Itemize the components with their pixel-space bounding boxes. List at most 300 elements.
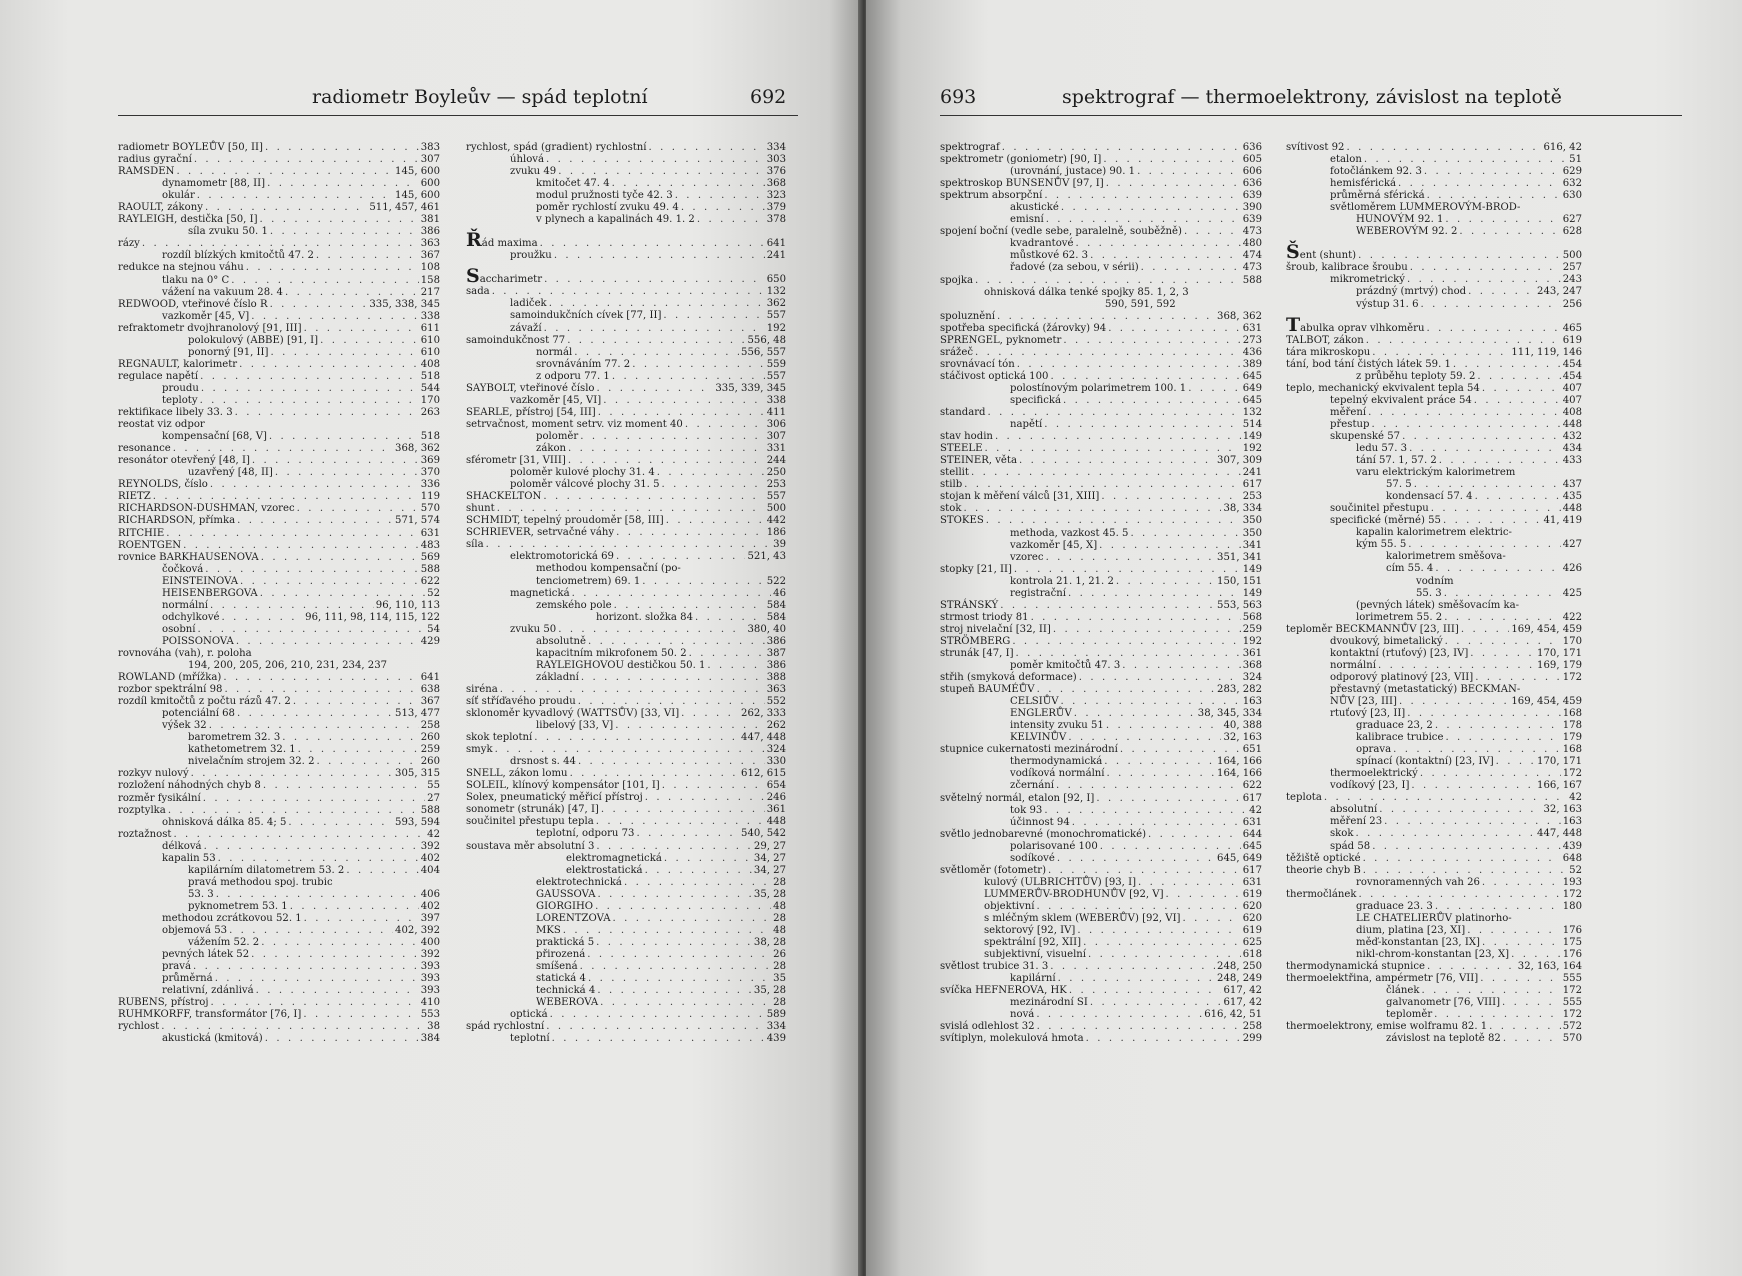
index-page-refs: 176 bbox=[1562, 924, 1582, 936]
leader-dots bbox=[304, 913, 419, 925]
leader-dots bbox=[1461, 624, 1510, 636]
index-entry bbox=[940, 793, 1262, 805]
index-entry bbox=[940, 564, 1262, 576]
leader-dots bbox=[685, 419, 765, 431]
index-page-refs: 248, 249 bbox=[1217, 973, 1262, 985]
index-entry bbox=[1286, 359, 1582, 371]
leader-dots bbox=[173, 829, 425, 841]
index-term: čočková bbox=[162, 563, 204, 575]
index-entry bbox=[466, 419, 786, 431]
index-entry bbox=[1286, 696, 1582, 708]
index-entry bbox=[466, 792, 786, 804]
index-entry bbox=[940, 479, 1262, 491]
index-entry bbox=[118, 937, 440, 949]
index-term: SOLEIL, klínový kompensátor [101, I] bbox=[466, 780, 660, 792]
leader-dots bbox=[1103, 154, 1240, 166]
index-entry bbox=[1286, 708, 1582, 720]
index-page-refs: 600 bbox=[420, 178, 440, 190]
index-page-refs: 29, 27 bbox=[753, 840, 786, 852]
leader-dots bbox=[681, 202, 765, 214]
index-term: REDWOOD, vteřinové číslo R bbox=[118, 298, 268, 310]
left-index-column-2 bbox=[466, 142, 786, 1045]
leader-dots bbox=[1407, 708, 1560, 720]
index-page-refs: 335, 338, 345 bbox=[369, 298, 440, 310]
index-term: stellit bbox=[940, 467, 969, 479]
left-running-head: radiometr Boyleův — spád teplotní bbox=[312, 86, 648, 108]
leader-dots bbox=[1477, 371, 1560, 383]
leader-dots bbox=[570, 768, 739, 780]
index-entry bbox=[118, 588, 440, 600]
index-term: svítiplyn, molekulová hmota bbox=[940, 1033, 1084, 1045]
index-entry bbox=[466, 853, 786, 865]
index-term: stupnice cukernatosti mezinárodní bbox=[940, 744, 1118, 756]
leader-dots bbox=[265, 142, 419, 154]
index-entry bbox=[118, 853, 440, 865]
index-entry bbox=[1286, 467, 1582, 479]
index-term: poloměr válcové plochy 31. 5 bbox=[510, 479, 660, 491]
index-term: světelný normál, etalon [92, I] bbox=[940, 792, 1095, 804]
index-page-refs: 589 bbox=[766, 1009, 786, 1021]
leader-dots bbox=[218, 853, 419, 865]
index-entry bbox=[940, 829, 1262, 841]
index-entry bbox=[940, 552, 1262, 564]
index-page-refs: 411 bbox=[766, 406, 786, 418]
index-entry bbox=[1286, 1033, 1582, 1045]
index-term: ohnisková dálka tenké spojky 85. 1, 2, 3 bbox=[984, 286, 1189, 298]
leader-dots bbox=[1489, 1021, 1561, 1033]
index-entry bbox=[940, 515, 1262, 527]
leader-dots bbox=[563, 925, 771, 937]
index-page-refs: 307, 309 bbox=[1217, 455, 1262, 467]
index-page-refs: 383 bbox=[420, 142, 440, 153]
index-term: osobní bbox=[162, 623, 196, 635]
index-page-refs: 217 bbox=[420, 286, 440, 298]
index-page-refs: 369 bbox=[420, 455, 440, 467]
leader-dots bbox=[695, 612, 765, 624]
index-page-refs: 627 bbox=[1562, 214, 1582, 226]
index-entry bbox=[466, 359, 786, 371]
right-running-head: spektrograf — thermoelektrony, závislost na teplotě bbox=[1062, 86, 1562, 108]
index-term: zvuku 50 bbox=[510, 623, 557, 635]
index-term: RICHARDSON-DUSHMAN, vzorec bbox=[118, 503, 295, 515]
index-term: výstup 31. 6 bbox=[1356, 298, 1419, 310]
index-page-refs: 400 bbox=[420, 937, 440, 949]
index-entry bbox=[466, 961, 786, 973]
index-page-refs: 132 bbox=[1242, 407, 1262, 419]
index-term: spojení boční (vedle sebe, paralelně, souběžně) bbox=[940, 226, 1182, 238]
leader-dots bbox=[624, 877, 771, 889]
index-term: HEISENBERGOVA bbox=[162, 587, 258, 599]
index-term: řadové (za sebou, v sérii) bbox=[1010, 262, 1139, 274]
index-entry bbox=[1286, 166, 1582, 178]
index-entry bbox=[118, 865, 440, 877]
index-term: teploměr BECKMANNŮV [23, III] bbox=[1286, 623, 1459, 635]
leader-dots bbox=[1378, 660, 1535, 672]
index-entry bbox=[940, 347, 1262, 359]
leader-dots bbox=[986, 515, 1241, 527]
index-term: světloměr (fotometr) bbox=[940, 864, 1047, 876]
index-term: strunák [47, I] bbox=[940, 647, 1014, 659]
index-entry bbox=[466, 491, 786, 503]
index-entry bbox=[466, 1021, 786, 1033]
index-page-refs: 34, 27 bbox=[753, 864, 786, 876]
index-page-refs: 473 bbox=[1242, 262, 1262, 274]
index-term: galvanometr [76, VIII] bbox=[1386, 997, 1501, 1009]
index-entry bbox=[940, 1009, 1262, 1021]
index-page-refs: 648 bbox=[1562, 852, 1582, 864]
index-term: stok bbox=[940, 503, 962, 515]
index-entry bbox=[118, 841, 440, 853]
index-term: stupeň BAUMÉŮV bbox=[940, 684, 1035, 696]
index-term: síť stříďavého proudu bbox=[466, 695, 576, 707]
index-term: elektromagnetická bbox=[566, 852, 662, 864]
index-entry bbox=[466, 780, 786, 792]
index-page-refs: 619 bbox=[1562, 334, 1582, 346]
index-term: poměr kmitočtů 47. 3 bbox=[1010, 660, 1121, 672]
index-page-refs: 363 bbox=[420, 238, 440, 250]
index-term: vazkoměr [45, X] bbox=[1010, 539, 1098, 551]
index-term: vazkoměr [45, V] bbox=[162, 310, 250, 322]
index-entry bbox=[466, 636, 786, 648]
index-page-refs: 617, 42 bbox=[1223, 997, 1262, 1009]
leader-dots bbox=[975, 347, 1241, 359]
index-entry bbox=[940, 311, 1262, 323]
right-index-column-2 bbox=[1286, 142, 1582, 1045]
index-term: kapilární bbox=[1010, 973, 1056, 985]
leader-dots bbox=[1372, 347, 1509, 359]
index-term: sonometr (strunák) [47, I] bbox=[466, 804, 599, 816]
index-term: (urovnání, justace) 90. 1 bbox=[1010, 166, 1136, 178]
leader-dots bbox=[588, 636, 765, 648]
leader-dots bbox=[203, 793, 425, 805]
leader-dots bbox=[596, 937, 752, 949]
index-term: RUHMKORFF, transformátor [76, I] bbox=[118, 1009, 302, 1021]
index-entry bbox=[118, 503, 440, 515]
index-term: STEINER, věta bbox=[940, 455, 1017, 467]
leader-dots bbox=[1116, 576, 1215, 588]
index-term: stroj nivelační [32, II] bbox=[940, 623, 1051, 635]
index-term: RITCHIE bbox=[118, 527, 165, 539]
index-entry bbox=[118, 491, 440, 503]
leader-dots bbox=[1426, 323, 1560, 335]
index-entry bbox=[940, 841, 1262, 853]
leader-dots bbox=[1410, 262, 1561, 274]
index-page-refs: 638 bbox=[420, 684, 440, 696]
index-entry bbox=[466, 660, 786, 672]
index-entry bbox=[466, 310, 786, 322]
index-term: reostat viz odpor bbox=[118, 419, 205, 431]
leader-dots bbox=[200, 395, 419, 407]
leader-dots bbox=[1044, 190, 1240, 202]
leader-dots bbox=[200, 371, 419, 383]
index-entry bbox=[118, 335, 440, 347]
leader-dots bbox=[1100, 841, 1241, 853]
index-entry bbox=[118, 612, 440, 624]
leader-dots bbox=[1470, 648, 1535, 660]
index-page-refs: 250 bbox=[766, 467, 786, 479]
index-page-refs: 258 bbox=[420, 720, 440, 732]
index-entry bbox=[940, 853, 1262, 865]
index-term: elektrostatická bbox=[566, 864, 643, 876]
index-entry bbox=[118, 672, 440, 684]
leader-dots bbox=[303, 1009, 418, 1021]
index-entry bbox=[940, 961, 1262, 973]
index-entry bbox=[466, 166, 786, 178]
index-term: RICHARDSON, přímka bbox=[118, 515, 236, 527]
index-page-refs: 259 bbox=[420, 744, 440, 756]
index-page-refs: 544 bbox=[420, 382, 440, 394]
index-entry bbox=[118, 780, 440, 792]
leader-dots bbox=[320, 335, 419, 347]
leader-dots bbox=[1044, 805, 1247, 817]
index-term: vodíkový [23, I] bbox=[1330, 780, 1410, 792]
leader-dots bbox=[1420, 768, 1561, 780]
index-entry bbox=[466, 612, 786, 624]
index-page-refs: 150, 151 bbox=[1217, 575, 1262, 587]
index-page-refs: 631 bbox=[1242, 876, 1262, 888]
index-term: nivelačním strojem 32. 2 bbox=[188, 756, 315, 768]
index-entry bbox=[118, 311, 440, 323]
index-entry bbox=[1286, 395, 1582, 407]
index-page-refs: 170 bbox=[1562, 635, 1582, 647]
leader-dots bbox=[282, 732, 418, 744]
index-entry bbox=[1286, 576, 1582, 588]
leader-dots bbox=[1424, 166, 1561, 178]
leader-dots bbox=[689, 648, 765, 660]
leader-dots bbox=[265, 1033, 419, 1045]
index-entry bbox=[940, 503, 1262, 515]
index-entry bbox=[1286, 431, 1582, 443]
leader-dots bbox=[260, 588, 425, 600]
index-entry bbox=[1286, 828, 1582, 840]
leader-dots bbox=[1101, 491, 1240, 503]
index-entry bbox=[466, 479, 786, 491]
index-term: oprava bbox=[1356, 744, 1392, 756]
index-entry bbox=[940, 250, 1262, 262]
index-entry bbox=[1286, 961, 1582, 973]
index-entry bbox=[940, 226, 1262, 238]
leader-dots bbox=[237, 708, 393, 720]
index-entry bbox=[1286, 142, 1582, 154]
index-page-refs: 52 bbox=[427, 587, 440, 599]
index-page-refs: 363 bbox=[766, 683, 786, 695]
index-page-refs: 645 bbox=[1242, 370, 1262, 382]
index-page-refs: 617, 42 bbox=[1223, 985, 1262, 997]
index-entry bbox=[466, 889, 786, 901]
index-term: šroub, kalibrace šroubu bbox=[1286, 262, 1408, 274]
index-entry bbox=[466, 588, 786, 600]
index-entry bbox=[1286, 624, 1582, 636]
index-entry bbox=[466, 648, 786, 660]
index-entry bbox=[118, 419, 440, 431]
index-term: POISSONOVA bbox=[162, 635, 234, 647]
index-term: methoda, vazkost 45. 5 bbox=[1010, 527, 1129, 539]
index-page-refs: 553 bbox=[420, 1009, 440, 1021]
leader-dots bbox=[597, 985, 752, 997]
index-page-refs: 169, 454, 459 bbox=[1511, 695, 1582, 707]
index-page-refs: 132 bbox=[766, 286, 786, 298]
index-page-refs: 393 bbox=[420, 985, 440, 997]
index-term: zemského pole bbox=[536, 599, 612, 611]
index-page-refs: 447, 448 bbox=[741, 732, 786, 744]
index-page-refs: 557 bbox=[766, 310, 786, 322]
index-page-refs: 500 bbox=[766, 503, 786, 515]
index-page-refs: 256 bbox=[1562, 298, 1582, 310]
index-page-refs: 253 bbox=[1242, 491, 1262, 503]
index-entry bbox=[940, 588, 1262, 600]
leader-dots bbox=[495, 744, 765, 756]
index-entry bbox=[1286, 804, 1582, 816]
leader-dots bbox=[224, 684, 418, 696]
index-page-refs: 465 bbox=[1562, 322, 1582, 334]
index-entry bbox=[118, 166, 440, 178]
index-entry bbox=[466, 563, 786, 575]
index-term: soustava měr absolutní 3 bbox=[466, 840, 595, 852]
index-term: kapalin kalorimetrem elektric- bbox=[1356, 527, 1512, 539]
index-term: délková bbox=[162, 840, 202, 852]
index-term: RAYLEIGHOVOU destičkou 50. 1 bbox=[536, 659, 706, 671]
index-term: 53. 3 bbox=[188, 888, 214, 900]
index-page-refs: 386 bbox=[766, 659, 786, 671]
leader-dots bbox=[1398, 178, 1561, 190]
index-term: Šent (shunt) bbox=[1286, 241, 1357, 264]
index-term: drsnost s. 44 bbox=[510, 756, 576, 768]
leader-dots bbox=[1120, 744, 1241, 756]
index-page-refs: 241 bbox=[1242, 467, 1262, 479]
leader-dots bbox=[210, 600, 374, 612]
index-term: tenciometrem) 69. 1 bbox=[536, 575, 641, 587]
index-term: rovnováha (vah), r. poloha bbox=[118, 647, 252, 659]
index-page-refs: 571, 574 bbox=[395, 515, 440, 527]
leader-dots bbox=[1384, 816, 1561, 828]
index-page-refs: 193 bbox=[1562, 876, 1582, 888]
index-page-refs: 474 bbox=[1242, 250, 1262, 262]
index-page-refs: 368 bbox=[766, 178, 786, 190]
index-entry bbox=[1286, 768, 1582, 780]
index-page-refs: 518 bbox=[420, 431, 440, 443]
leader-dots bbox=[1083, 937, 1241, 949]
index-entry bbox=[118, 961, 440, 973]
index-term: rozložení náhodných chyb 8 bbox=[118, 780, 261, 792]
index-term: sklonoměr kyvadlový (WATTSŮV) [33, VI] bbox=[466, 708, 680, 720]
index-page-refs: 241 bbox=[766, 250, 786, 262]
index-page-refs: 628 bbox=[1562, 226, 1582, 238]
index-entry bbox=[466, 503, 786, 515]
index-entry bbox=[118, 624, 440, 636]
index-term: stopky [21, II] bbox=[940, 563, 1012, 575]
index-page-refs: 28 bbox=[773, 912, 786, 924]
index-page-refs: 619 bbox=[1242, 925, 1262, 937]
index-entry bbox=[1286, 684, 1582, 696]
index-page-refs: 170, 171 bbox=[1537, 647, 1582, 659]
index-term: specifická bbox=[1010, 394, 1062, 406]
index-entry bbox=[1286, 1021, 1582, 1033]
index-entry bbox=[940, 997, 1262, 1009]
index-entry bbox=[118, 515, 440, 527]
leader-dots bbox=[964, 479, 1241, 491]
index-term: kompensační [68, V] bbox=[162, 431, 267, 443]
index-page-refs: 178 bbox=[1562, 720, 1582, 732]
leader-dots bbox=[1075, 238, 1240, 250]
index-term: Tabulka oprav vlhkoměru bbox=[1286, 313, 1425, 336]
index-term: thermodynamická stupnice bbox=[1286, 961, 1426, 972]
index-term: svislá odlehlost 32 bbox=[940, 1021, 1035, 1033]
index-term: CELSIŮV bbox=[1010, 696, 1059, 708]
leader-dots bbox=[1122, 660, 1240, 672]
index-entry bbox=[1286, 841, 1582, 853]
index-entry bbox=[466, 600, 786, 612]
index-page-refs: 51 bbox=[1569, 154, 1582, 166]
index-page-refs: 32, 163, 164 bbox=[1517, 961, 1582, 972]
index-page-refs: 367 bbox=[420, 250, 440, 262]
index-page-refs: 338 bbox=[420, 310, 440, 322]
index-term: normální bbox=[162, 599, 208, 611]
index-term: radiometr BOYLEŮV [50, II] bbox=[118, 142, 263, 153]
index-term: spád 58 bbox=[1330, 840, 1371, 852]
leader-dots bbox=[237, 515, 393, 527]
index-page-refs: 612, 615 bbox=[741, 768, 786, 780]
index-term: článek bbox=[1386, 985, 1420, 997]
leader-dots bbox=[546, 1021, 764, 1033]
index-term: SCHRIEVER, setrvačné váhy bbox=[466, 527, 615, 539]
index-term: WEBEROVA bbox=[536, 997, 599, 1009]
index-term: thermodynamická bbox=[1010, 756, 1103, 768]
leader-dots bbox=[1012, 636, 1240, 648]
index-page-refs: 388 bbox=[766, 671, 786, 683]
leader-dots bbox=[285, 287, 419, 299]
index-entry bbox=[1286, 383, 1582, 395]
leader-dots bbox=[1088, 949, 1241, 961]
index-term: SNELL, zákon lomu bbox=[466, 768, 568, 780]
index-term: ROWLAND (mřížka) bbox=[118, 672, 222, 684]
index-term: resonátor otevřený [48, I] bbox=[118, 455, 250, 467]
index-page-refs: 617 bbox=[1242, 792, 1262, 804]
index-page-refs: 386 bbox=[420, 226, 440, 238]
index-term: specifické (měrné) 55 bbox=[1330, 515, 1441, 527]
leader-dots bbox=[1409, 443, 1561, 455]
leader-dots bbox=[222, 612, 304, 624]
index-term: srážeč bbox=[940, 346, 973, 358]
leader-dots bbox=[1359, 889, 1561, 901]
index-term: normál bbox=[536, 346, 573, 358]
index-entry bbox=[940, 865, 1262, 877]
index-term: skok bbox=[1330, 828, 1354, 840]
index-entry bbox=[118, 479, 440, 491]
index-page-refs: 362 bbox=[766, 298, 786, 310]
index-term: REGNAULT, kalorimetr bbox=[118, 358, 238, 370]
index-term: vážení na vakuum 28. 4 bbox=[162, 286, 283, 298]
leader-dots bbox=[1468, 286, 1535, 298]
index-entry bbox=[1286, 600, 1582, 612]
index-entry bbox=[466, 214, 786, 226]
index-term: kalibrace trubice bbox=[1356, 732, 1444, 744]
index-entry bbox=[940, 1033, 1262, 1045]
index-page-refs: 650 bbox=[766, 274, 786, 286]
index-page-refs: 119 bbox=[420, 491, 440, 503]
index-page-refs: 108 bbox=[420, 262, 440, 274]
index-term: teplo, mechanický ekvivalent tepla 54 bbox=[1286, 382, 1480, 394]
leader-dots bbox=[216, 889, 419, 901]
index-page-refs: 331 bbox=[766, 442, 786, 454]
leader-dots bbox=[997, 311, 1215, 323]
index-entry bbox=[466, 515, 786, 527]
index-term: thermoelektrický bbox=[1330, 768, 1418, 780]
index-term: ledu 57. 3 bbox=[1356, 442, 1408, 454]
index-entry bbox=[118, 817, 440, 829]
index-entry bbox=[1286, 756, 1582, 768]
index-page-refs: 253 bbox=[766, 479, 786, 491]
leader-dots bbox=[1002, 142, 1241, 154]
